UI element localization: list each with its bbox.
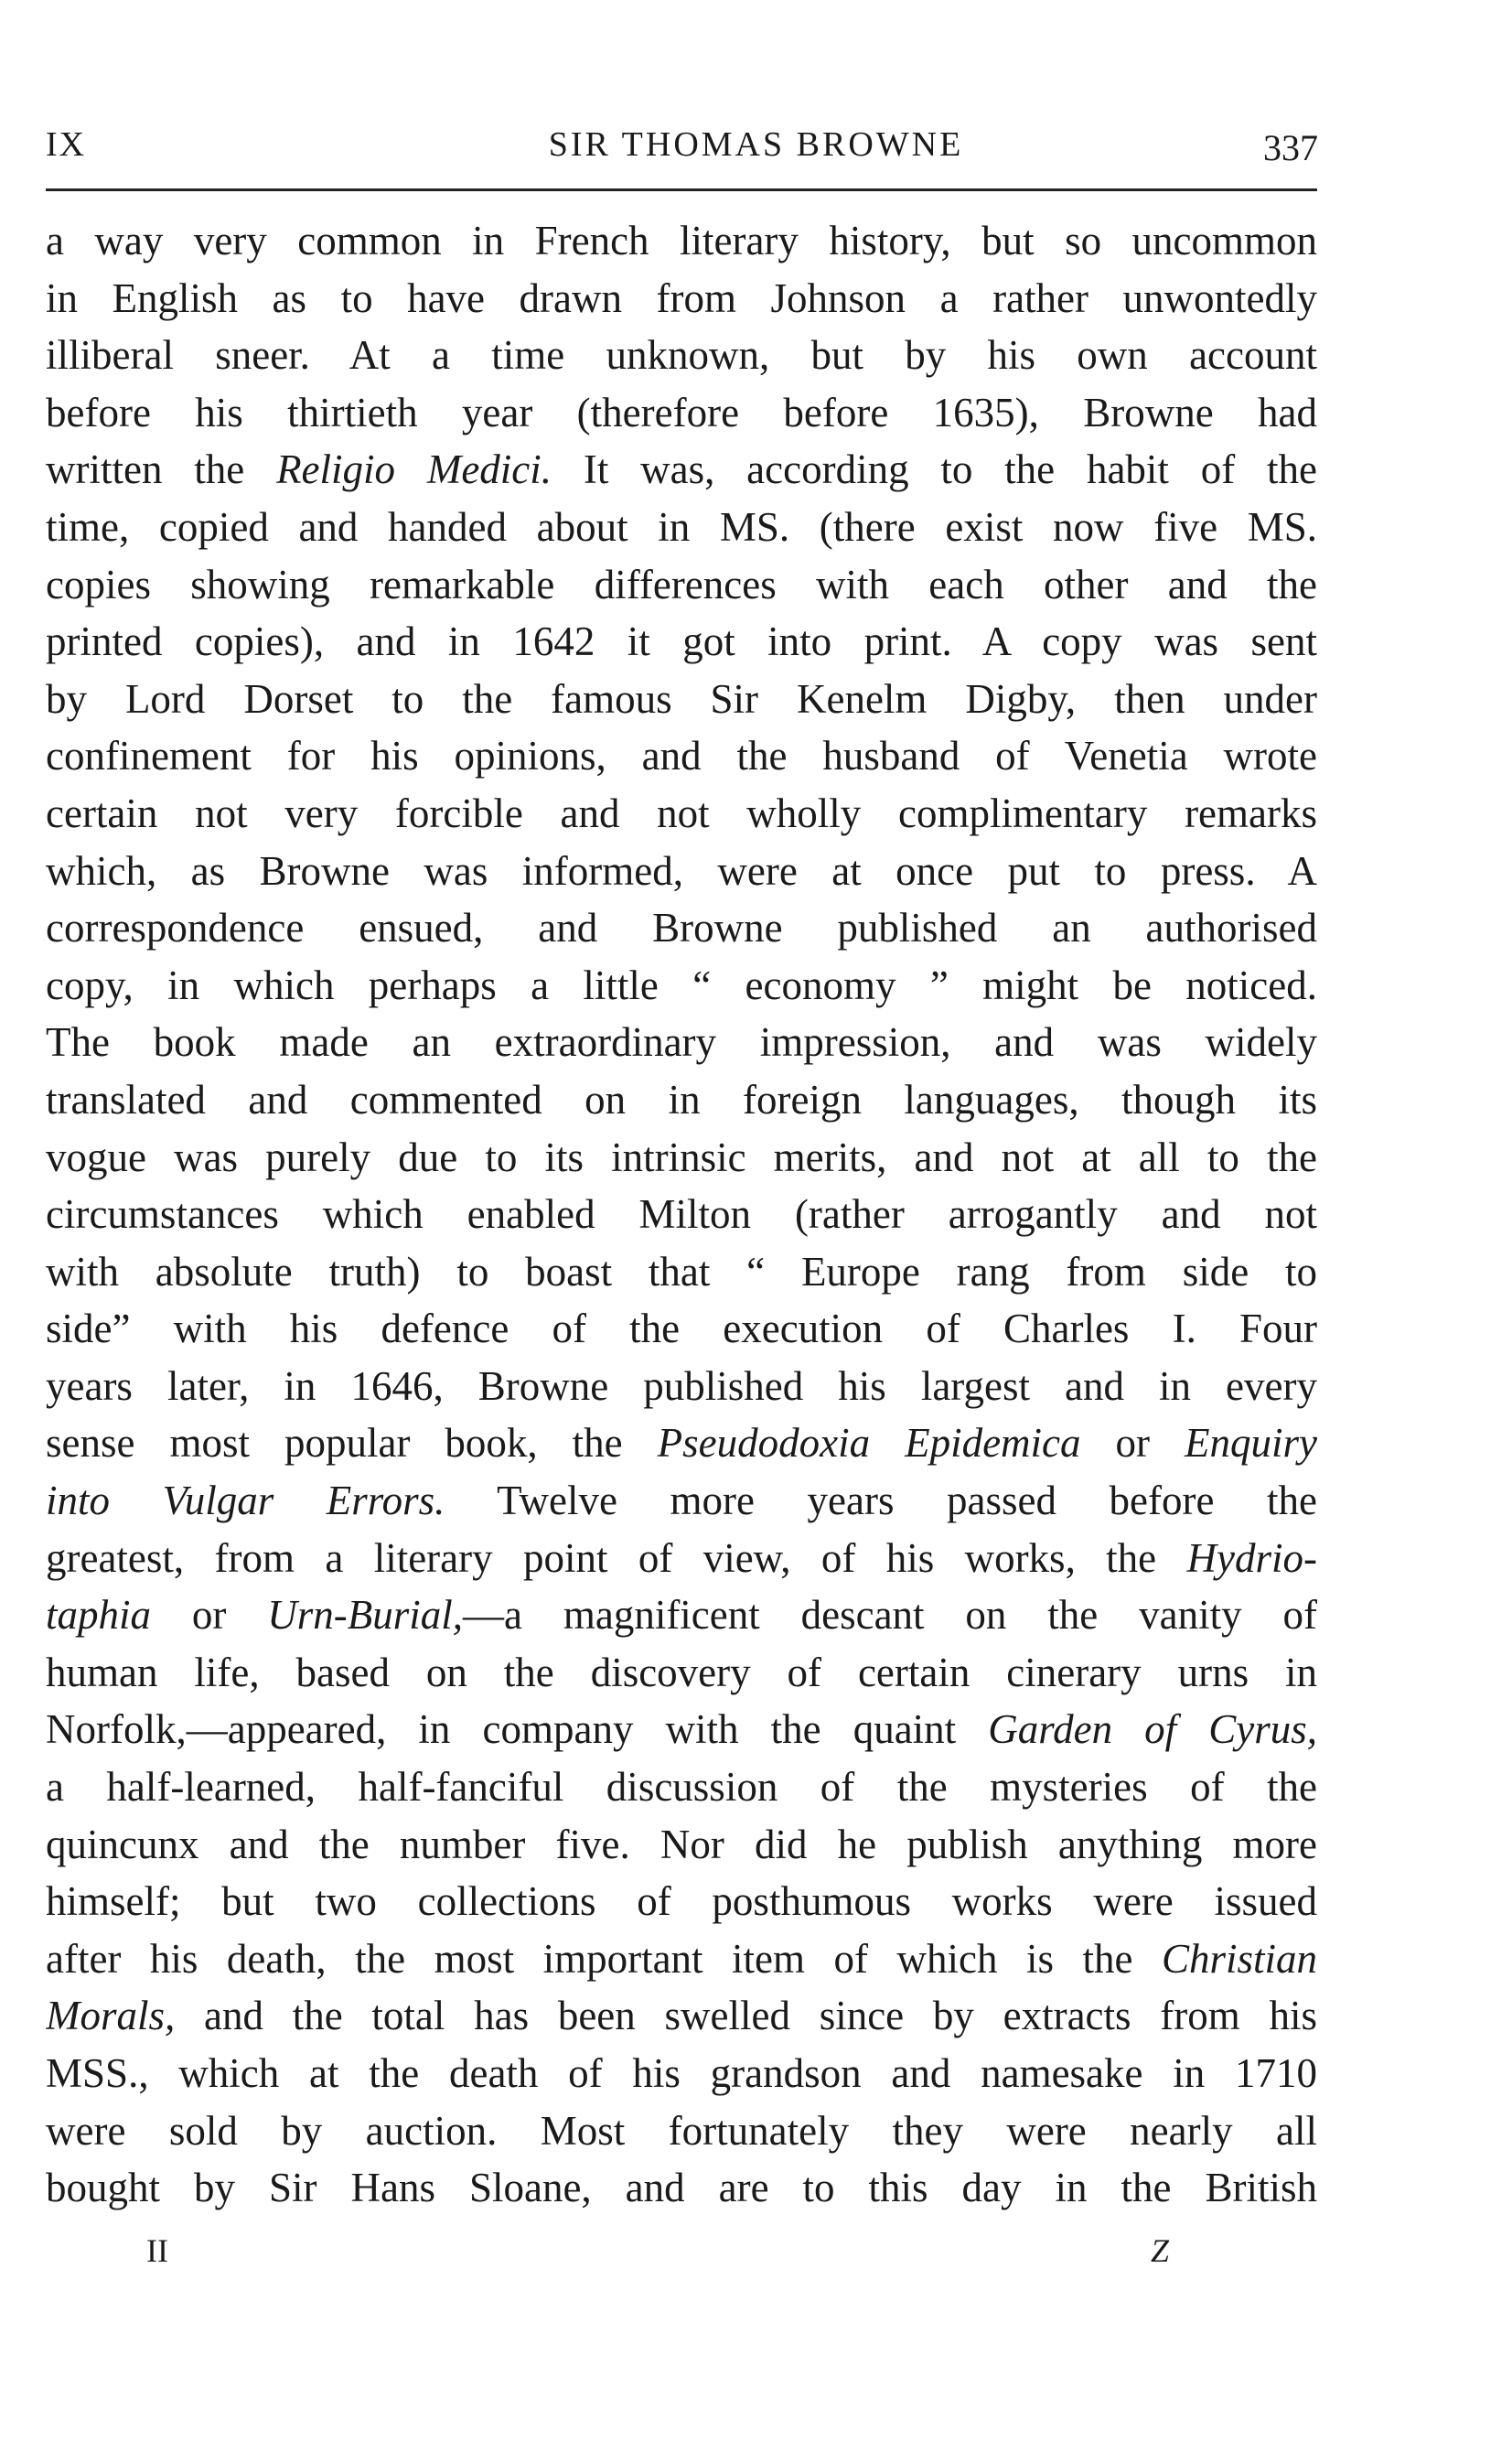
sheet-signature: Z xyxy=(1151,2232,1170,2269)
text-line xyxy=(46,1873,1317,1930)
text-line xyxy=(46,1530,1317,1587)
text-segment: with absolute truth) to boast that “ Europe rang from side to xyxy=(46,1248,1317,1295)
italic-title: into Vulgar Errors. xyxy=(46,1478,445,1524)
italic-title: Morals, xyxy=(46,1993,176,2039)
italic-title: Hydrio- xyxy=(1186,1534,1317,1581)
text-line xyxy=(46,212,1317,270)
running-title: SIR THOMAS BROWNE xyxy=(548,125,964,164)
text-segment: by Lord Dorset to the famous Sir Kenelm Digby, then under xyxy=(46,675,1317,722)
text-line xyxy=(46,957,1317,1015)
text-segment: MSS., which at the death of his grandson and namesake in 1710 xyxy=(46,2050,1317,2096)
text-line xyxy=(46,1930,1317,1988)
text-segment: before his thirtieth year (therefore before 1635), Browne had xyxy=(46,389,1317,435)
header-rule xyxy=(46,188,1317,191)
text-segment: written the xyxy=(46,446,277,493)
text-line xyxy=(46,499,1317,556)
text-line xyxy=(46,899,1317,957)
text-line xyxy=(46,327,1317,384)
page-number: 337 xyxy=(1263,127,1318,168)
italic-title: Religio Medici. xyxy=(276,446,552,493)
text-segment: bought by Sir Hans Sloane, and are to this day in the British xyxy=(46,2165,1317,2211)
text-line xyxy=(46,1014,1317,1071)
text-line xyxy=(46,1472,1317,1530)
text-segment: correspondence ensued, and Browne published an authorised xyxy=(46,905,1317,951)
text-segment: after his death, the most important item of which is the xyxy=(46,1935,1162,1982)
text-line xyxy=(46,1358,1317,1415)
text-segment: Twelve more years passed before the xyxy=(445,1478,1317,1524)
italic-title: Garden of Cyrus, xyxy=(988,1706,1317,1753)
text-segment: a half-learned, half-fanciful discussion of the mysteries of the xyxy=(46,1764,1317,1811)
italic-title: Urn-Burial, xyxy=(267,1592,463,1639)
text-segment: himself; but two collections of posthumous works were issued xyxy=(46,1878,1317,1925)
text-segment: and the total has been swelled since by extracts from his xyxy=(175,1993,1317,2039)
text-line xyxy=(46,1586,1317,1644)
text-line xyxy=(46,1644,1317,1702)
text-segment: or xyxy=(151,1592,268,1639)
text-segment: sense most popular book, the xyxy=(46,1420,658,1467)
chapter-number: IX xyxy=(46,125,87,164)
text-line xyxy=(46,1186,1317,1243)
italic-title: Enquiry xyxy=(1185,1420,1317,1467)
text-line xyxy=(46,1816,1317,1874)
text-line xyxy=(46,1758,1317,1816)
text-line xyxy=(46,2159,1317,2217)
text-segment: illiberal sneer. At a time unknown, but by his own account xyxy=(46,332,1317,379)
text-segment: printed copies), and in 1642 it got into print. A copy was sent xyxy=(46,618,1317,665)
text-segment: in English as to have drawn from Johnson a rather unwontedly xyxy=(46,274,1317,321)
body-text xyxy=(46,212,1317,2217)
text-segment: copy, in which perhaps a little “ economy ” might be noticed. xyxy=(46,962,1317,1008)
text-segment: circumstances which enabled Milton (rather arrogantly and not xyxy=(46,1191,1317,1238)
text-segment: certain not very forcible and not wholly complimentary remarks xyxy=(46,790,1317,836)
text-line xyxy=(46,1071,1317,1129)
italic-title: taphia xyxy=(46,1592,152,1639)
italic-title: Christian xyxy=(1161,1935,1317,1982)
text-line xyxy=(46,613,1317,671)
text-line xyxy=(46,1300,1317,1358)
text-segment: —a magnificent descant on the vanity of xyxy=(463,1592,1317,1639)
italic-title: Pseudodoxia Epidemica xyxy=(657,1420,1081,1467)
text-segment: were sold by auction. Most fortunately they were nearly all xyxy=(46,2107,1317,2154)
text-line xyxy=(46,384,1317,442)
text-line xyxy=(46,1243,1317,1301)
text-segment: confinement for his opinions, and the husband of Venetia wrote xyxy=(46,733,1317,779)
text-segment: The book made an extraordinary impression, and was widely xyxy=(46,1019,1317,1066)
text-line xyxy=(46,843,1317,900)
text-line xyxy=(46,1129,1317,1187)
text-line xyxy=(46,441,1317,499)
text-segment: or xyxy=(1080,1420,1185,1467)
text-segment: copies showing remarkable differences with each other and the xyxy=(46,561,1317,607)
text-segment: human life, based on the discovery of certain cinerary urns in xyxy=(46,1649,1317,1695)
text-line xyxy=(46,2102,1317,2160)
text-segment: a way very common in French literary history, but so uncommon xyxy=(46,218,1317,263)
text-line xyxy=(46,785,1317,843)
text-line xyxy=(46,1414,1317,1472)
text-line xyxy=(46,2045,1317,2102)
text-segment: side” with his defence of the execution of Charles I. Four xyxy=(46,1306,1317,1352)
text-segment: time, copied and handed about in MS. (there exist now five MS. xyxy=(46,503,1317,550)
text-segment: which, as Browne was informed, were at once put to press. A xyxy=(46,847,1317,894)
text-segment: years later, in 1646, Browne published his largest and in every xyxy=(46,1362,1317,1409)
text-segment: translated and commented on in foreign languages, though its xyxy=(46,1076,1317,1123)
text-line xyxy=(46,671,1317,728)
volume-signature: II xyxy=(146,2232,168,2269)
text-segment: It was, according to the habit of the xyxy=(552,446,1317,493)
text-line xyxy=(46,1701,1317,1758)
text-line xyxy=(46,270,1317,328)
text-line xyxy=(46,1987,1317,2045)
text-segment: quincunx and the number five. Nor did he publish anything more xyxy=(46,1821,1317,1867)
text-segment: greatest, from a literary point of view, of his works, the xyxy=(46,1534,1187,1581)
text-line xyxy=(46,727,1317,785)
text-segment: vogue was purely due to its intrinsic merits, and not at all to the xyxy=(46,1134,1317,1180)
text-line xyxy=(46,556,1317,614)
text-segment: Norfolk,—appeared, in company with the quaint xyxy=(46,1706,989,1753)
